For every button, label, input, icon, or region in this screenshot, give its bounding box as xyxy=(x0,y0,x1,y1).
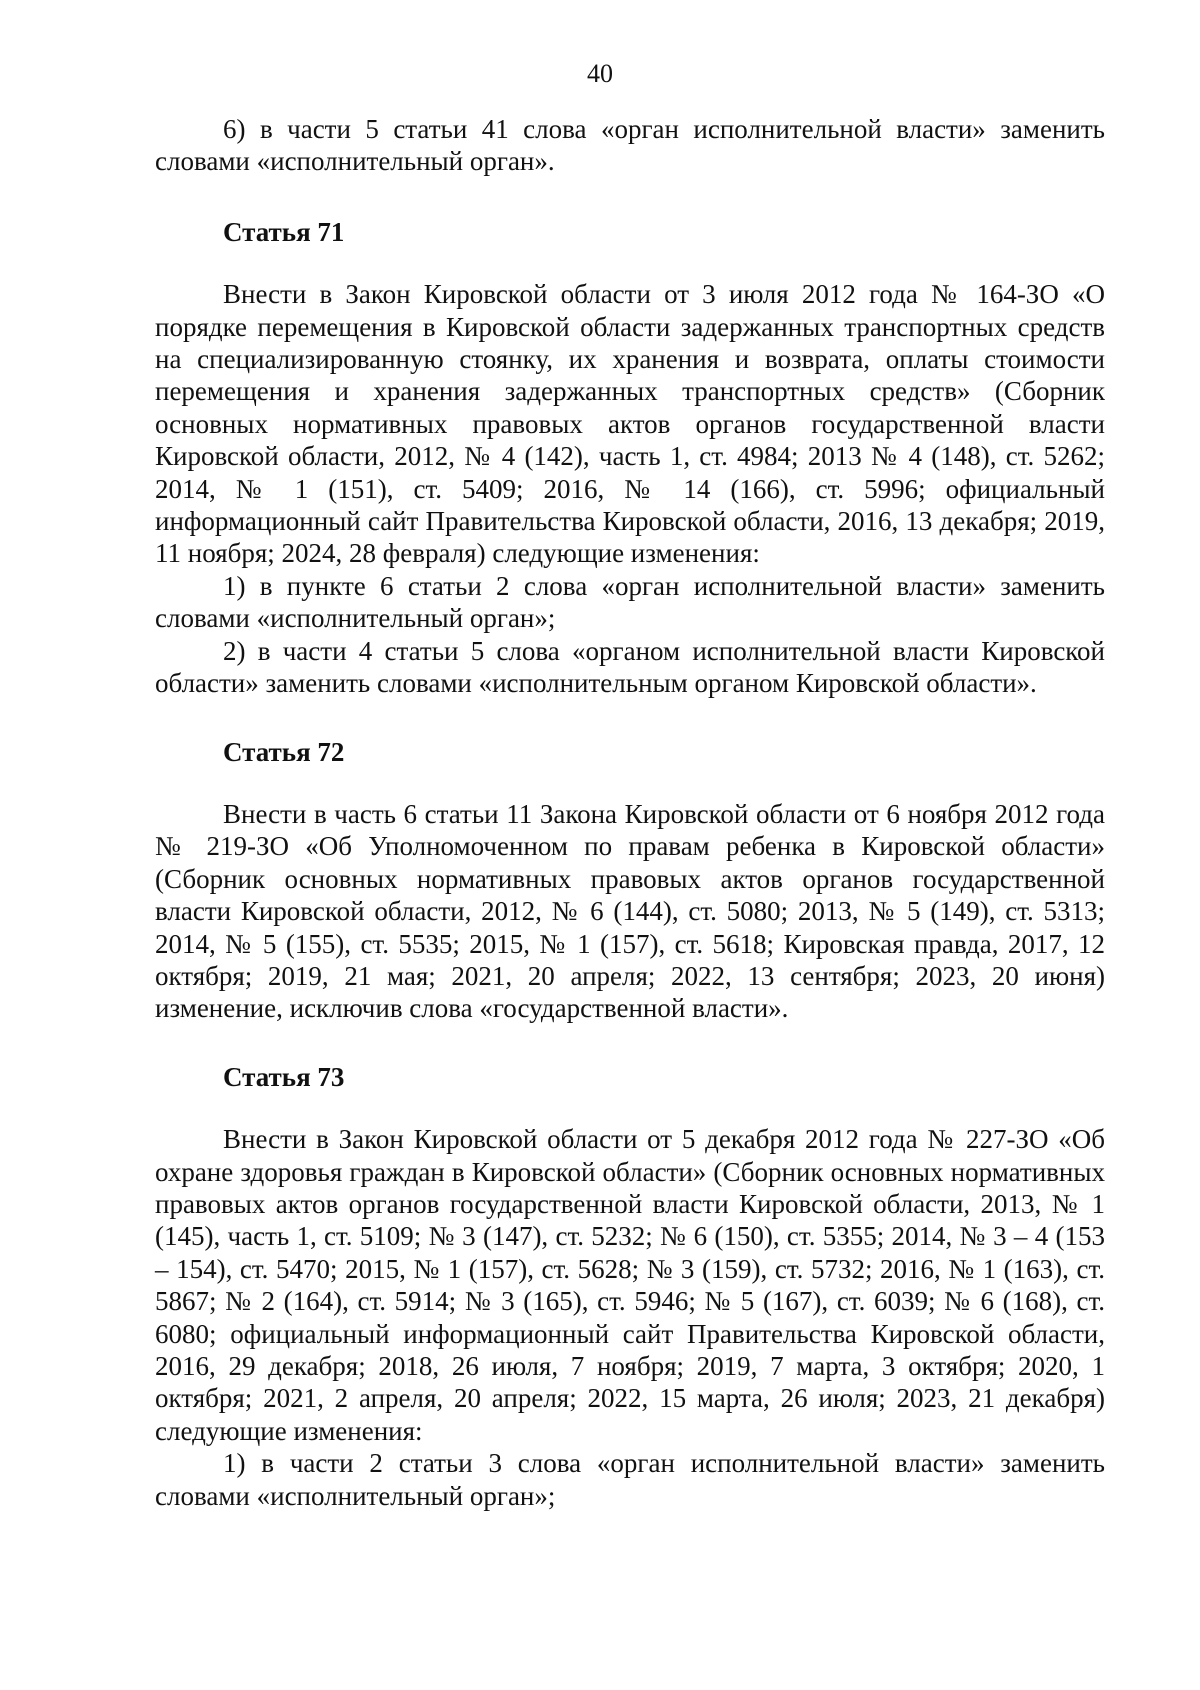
article-heading-71: Статья 71 xyxy=(223,216,345,247)
article-73-intro: Внести в Закон Кировской области от 5 декабря 2012 года № 227-ЗО «Об охране здоровья граждан в Кировской области» (Сборник основных нормативных правовых актов органов государственной власти Кировской области, 2013, № 1 (145), часть 1, ст. 5109; № 3 (147), ст. 5232; № 6 (150), ст. 5355; 2014, № 3 – 4 (153 – 154), ст. 5470; 2015, № 1 (157), ст. 5628; № 3 (159), ст. 5732; 2016, № 1 (163), ст. 5867; № 2 (164), ст. 5914; № 3 (165), ст. 5946; № 5 (167), ст. 6039; № 6 (168), ст. 6080; официальный информационный сайт Правительства Кировской области, 2016, 29 декабря; 2018, 26 июля, 7 ноября; 2019, 7 марта, 3 октября; 2020, 1 октября; 2021, 2 апреля, 20 апреля; 2022, 15 марта, 26 июля; 2023, 21 декабря) следующие изменения: xyxy=(155,1124,1105,1446)
article-71-item-1: 1) в пункте 6 статьи 2 слова «орган исполнительной власти» заменить словами «исполнительный орган»; xyxy=(155,570,1105,634)
article-71-intro: Внести в Закон Кировской области от 3 июля 2012 года № 164-ЗО «О порядке перемещения в Кировской области задержанных транспортных средств на специализированную стоянку, их хранения и возврата, оплаты стоимости перемещения и хранения задержанных транспортных средств» (Сборник основных нормативных правовых актов органов государственной власти Кировской области, 2012, № 4 (142), часть 1, ст. 4984; 2013 № 4 (148), ст. 5262; 2014, № 1 (151), ст. 5409; 2016, № 14 (166), ст. 5996; официальный информационный сайт Правительства Кировской области, 2016, 13 декабря; 2019, 11 ноября; 2024, 28 февраля) следующие изменения: xyxy=(155,279,1105,569)
article-71-item-2: 2) в части 4 статьи 5 слова «органом исполнительной власти Кировской области» заменить словами «исполнительным органом Кировской области». xyxy=(155,635,1105,699)
paragraph-item-6: 6) в части 5 статьи 41 слова «орган исполнительной власти» заменить словами «исполнительный орган». xyxy=(155,114,1105,177)
article-heading-72: Статья 72 xyxy=(223,736,345,767)
article-73-item-1: 1) в части 2 статьи 3 слова «орган исполнительной власти» заменить словами «исполнительный орган»; xyxy=(155,1448,1105,1511)
document-body xyxy=(155,113,1105,1512)
article-72-text: Внести в часть 6 статьи 11 Закона Кировской области от 6 ноября 2012 года № 219-ЗО «Об Уполномоченном по правам ребенка в Кировской области» (Сборник основных нормативных правовых актов органов государственной власти Кировской области, 2012, № 6 (144), ст. 5080; 2013, № 5 (149), ст. 5313; 2014, № 5 (155), ст. 5535; 2015, № 1 (157), ст. 5618; Кировская правда, 2017, 12 октября; 2019, 21 мая; 2021, 20 апреля; 2022, 13 сентября; 2023, 20 июня) изменение, исключив слова «государственной власти». xyxy=(155,798,1105,1024)
article-heading-73: Статья 73 xyxy=(223,1061,345,1092)
page-number: 40 xyxy=(587,59,613,88)
